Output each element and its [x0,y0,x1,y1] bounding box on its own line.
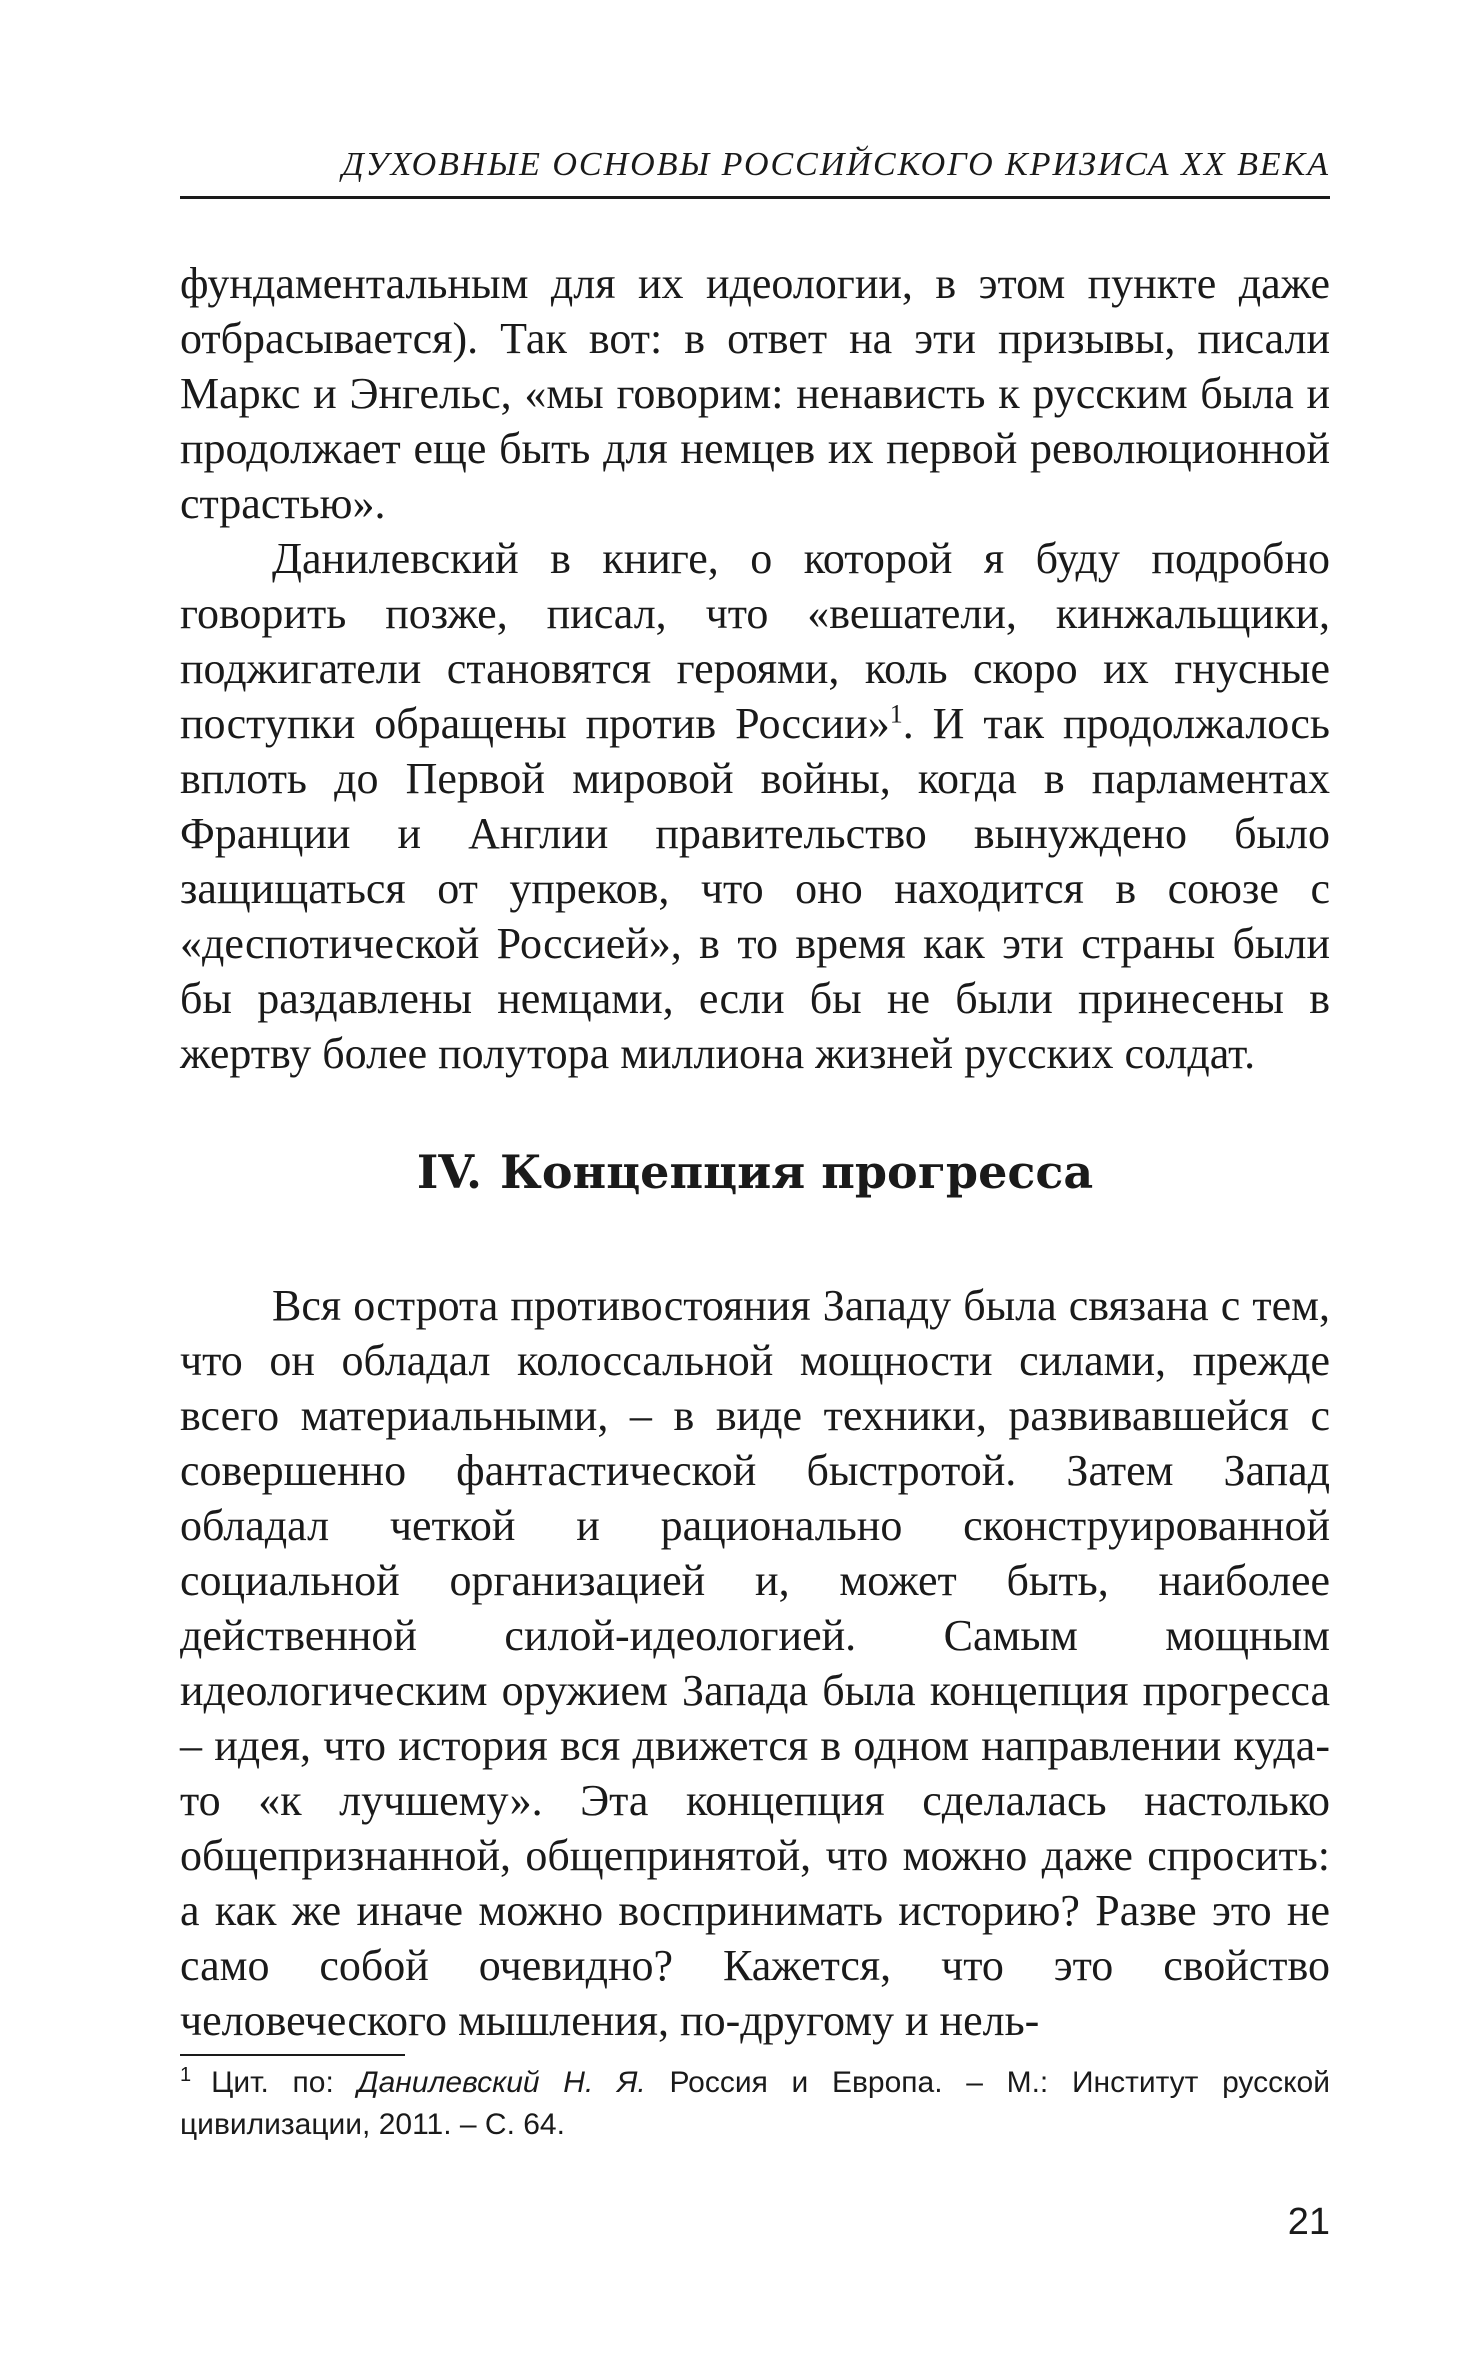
section-heading [180,1142,1330,1202]
section-number: IV. [416,1145,482,1199]
footnote-prefix: Цит. по: [211,2066,358,2099]
page-number: 21 [1287,2201,1330,2243]
running-head-rule [180,196,1330,199]
running-head: ДУХОВНЫЕ ОСНОВЫ РОССИЙСКОГО КРИЗИСА XX ВЕКА [342,146,1330,183]
footnote-reference[interactable]: 1 [889,699,903,729]
paragraph-continuation: фундаментальным для их идеологии, в этом пункте даже отбрасывается). Так вот: в ответ на эти призывы, писали Маркс и Энгельс, «мы говорим: ненависть к русским была и продолжает еще быть для немцев их первой революционной страстью». [180,259,1330,528]
text-block-after-heading [180,1278,1330,2048]
paragraph-danilevsky [180,531,1330,1081]
text-block-before-heading [180,256,1330,1081]
paragraph-text: Данилевский в книге, о которой я буду подробно говорить позже, писал, что «вешатели, кинжальщики, поджигатели становятся героями, коль скоро их гнусные поступки обращены против России» [180,534,1330,748]
footnote-marker: 1 [180,2064,192,2086]
footnote-citation: Россия и Европа. – М.: Институт русской цивилизации, 2011. – С. 64. [180,2066,1330,2141]
footnote-rule [180,2054,405,2056]
section-title: Концепция прогресса [500,1145,1094,1199]
footnote [180,2062,1330,2146]
footnote-author: Данилевский Н. Я. [357,2066,646,2099]
paragraph-text: . И так продолжалось вплоть до Первой мировой войны, когда в парламентах Франции и Англии правительство вынуждено было защищаться от упреков, что оно находится в союзе с «деспотической Россией», в то время как эти страны были бы раздавлены немцами, если бы не были принесены в жертву более полутора миллиона жизней русских солдат. [180,699,1330,1078]
paragraph-progress: Вся острота противостояния Западу была связана с тем, что он обладал колоссальной мощности силами, прежде всего материальными, – в виде техники, развивавшейся с совершенно фантастической быстротой. Затем Запад обладал четкой и рационально сконструированной социальной организацией и, может быть, наиболее действенной силой-идеологией. Самым мощным идеологическим оружием Запада была концепция прогресса – идея, что история вся движется в одном направлении куда-то «к лучшему». Эта концепция сделалась настолько общепризнанной, общепринятой, что можно даже спросить: а как же иначе можно воспринимать историю? Разве это не само собой очевидно? Кажется, что это свойство человеческого мышления, по-другому и нель- [180,1281,1330,2045]
